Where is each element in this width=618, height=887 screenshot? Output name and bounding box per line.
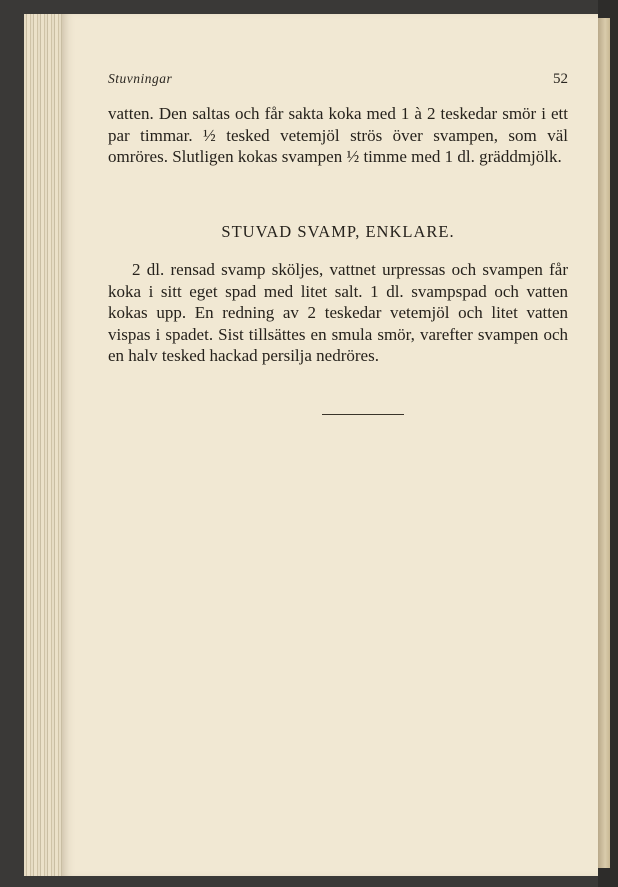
running-head	[108, 71, 568, 93]
section-divider	[322, 414, 404, 415]
recipe-paragraph-1: vatten. Den saltas och får sakta koka med 1 à 2 teskedar smör i ett par timmar. ½ tesked vetemjöl strös över svampen, som väl omröres. Slutligen kokas svampen ½ timme med 1 dl. gräddmjölk.	[108, 104, 568, 166]
recipe-heading: STUVAD SVAMP, ENKLARE.	[221, 222, 455, 241]
page-edges	[24, 14, 64, 876]
page-number: 52	[553, 71, 568, 87]
book-gutter	[598, 18, 610, 868]
section-title: Stuvningar	[108, 71, 173, 86]
recipe-paragraph-2: 2 dl. rensad svamp sköljes, vattnet urpressas och svampen får koka i sitt eget spad med litet salt. 1 dl. svampspad och vatten kokas upp. En redning av 2 teskedar vetemjöl och litet vatten vispas i spadet. Sist tillsättes en smula smör, varefter svampen och en halv tesked hackad persilja nedröres.	[108, 260, 568, 365]
